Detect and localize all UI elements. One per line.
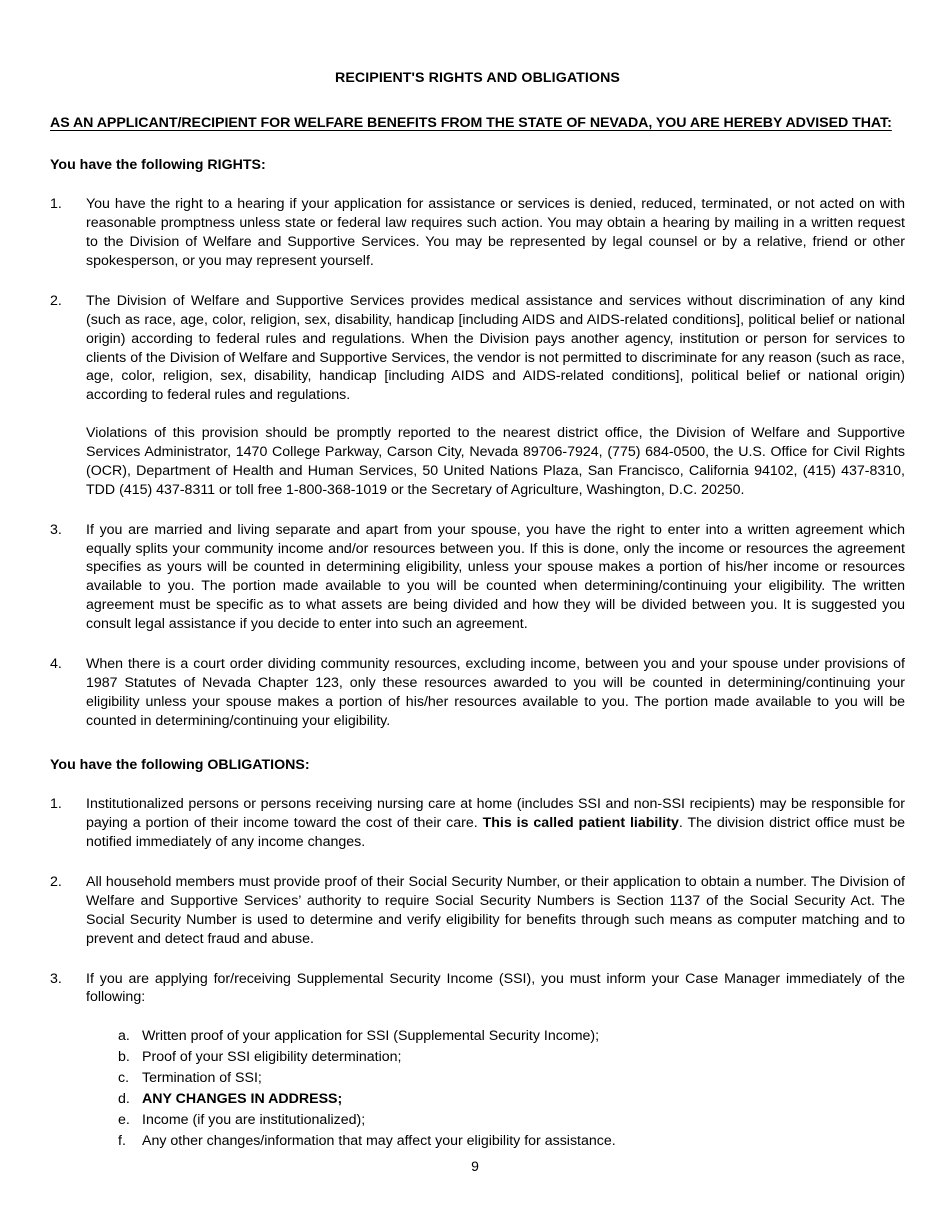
list-item-f xyxy=(118,1131,905,1152)
rights-item-2-marker: 2. xyxy=(50,292,62,309)
rights-item-1-marker: 1. xyxy=(50,196,62,213)
obligations-item-1-text xyxy=(86,795,905,852)
list-item-a-label: Written proof of your application for SSI (Supplemental Security Income); xyxy=(142,1028,600,1045)
list-item-b-label: Proof of your SSI eligibility determination; xyxy=(142,1049,402,1066)
rights-item-3 xyxy=(50,521,905,634)
violations-paragraph: Violations of this provision should be promptly reported to the nearest district office, the Division of Welfare and Supportive Services Administrator, 1470 College Parkway, Carson City, Nevada 89706-7924, (775) 684-0500, the U.S. Office for Civil Rights (OCR), Department of Health and Human Services, 50 United Nations Plaza, San Francisco, California 94102, (415) 437-8310, TDD (415) 437-8311 or toll free 1-800-368-1019 or the Secretary of Agriculture, Washington, D.C. 20250. xyxy=(86,425,905,498)
obligations-item-3-text: If you are applying for/receiving Supplemental Security Income (SSI), you must inform your Case Manager immediately of the following: xyxy=(86,970,905,1006)
list-item-f-marker: f. xyxy=(118,1132,126,1149)
obligations-item-1-part2: . The division district office must be notified immediately of any income changes. xyxy=(86,815,905,851)
obligations-heading: You have the following OBLIGATIONS: xyxy=(50,757,310,774)
rights-item-1-text: You have the right to a hearing if your application for assistance or services is denied, reduced, terminated, or not acted on with reasonable promptness unless state or federal law requires such action. You may obtain a hearing by mailing in a written request to the Division of Welfare and Supportive Services. You may be represented by legal counsel or by a relative, friend or other spokesperson, or you may represent yourself. xyxy=(86,196,905,270)
rights-item-3-text: If you are married and living separate and apart from your spouse, you have the right to enter into a written agreement which equally splits your community income and/or resources between you. If this is done, only the income or resources the agreement specifies as yours will be counted in determining eligibility, unless your spouse makes a portion of his/her income or resources available to you. The portion made available to you will be counted when determining/continuing your eligibility. The written agreement must be specific as to what assets are being divided and how they will be divided between you. It is suggested you consult legal assistance if you decide to enter into such an agreement. xyxy=(86,521,905,633)
list-item-a-marker: a. xyxy=(118,1028,130,1045)
list-item-c xyxy=(118,1068,905,1089)
patient-liability-emphasis: This is called patient liability xyxy=(482,815,679,832)
rights-item-4-marker: 4. xyxy=(50,655,62,672)
obligations-item-1 xyxy=(50,795,905,852)
rights-item-3-marker: 3. xyxy=(50,521,62,538)
list-item-c-marker: c. xyxy=(118,1070,130,1087)
obligations-item-1-part1: Institutionalized persons or persons receiving nursing care at home (includes SSI and non-SSI recipients) may be responsible for paying a portion of their income toward the cost of their care. xyxy=(86,796,905,832)
rights-item-2-text: The Division of Welfare and Supportive Services provides medical assistance and services without discrimination of any kind (such as race, age, color, religion, sex, disability, handicap [including AIDS and AIDS-related conditions], political belief or national origin) according to federal rules and regulations. When the Division pays another agency, institution or person for services to clients of the Division of Welfare and Supportive Services, the vendor is not permitted to discriminate for any reason (such as race, age, color, religion, sex, disability, handicap [including AIDS and AIDS-related conditions], political belief or national origin) according to federal rules and regulations. xyxy=(86,292,905,404)
ssi-notification-list xyxy=(118,1026,905,1151)
list-item-d-label: ANY CHANGES IN ADDRESS; xyxy=(142,1090,343,1107)
rights-item-4-text: When there is a court order dividing community resources, excluding income, between you and your spouse under provisions of 1987 Statutes of Nevada Chapter 123, only these resources awarded to you will be counted in determining/continuing your eligibility unless your spouse makes a portion of his/her resources available to you. The portion made available to you will be counted in determining/continuing your eligibility. xyxy=(86,655,905,729)
obligations-item-2-text: All household members must provide proof of their Social Security Number, or their application to obtain a number. The Division of Welfare and Supportive Services’ authority to require Social Security Numbers is Section 1137 of the Social Security Act. The Social Security Number is used to determine and verify eligibility for benefits through such means as computer matching and to prevent and detect fraud and abuse. xyxy=(86,874,905,947)
list-item-e xyxy=(118,1110,905,1131)
obligations-item-2 xyxy=(50,873,905,949)
document-content xyxy=(50,0,905,1152)
list-item-d xyxy=(118,1089,905,1110)
list-item-d-marker: d. xyxy=(118,1090,130,1107)
rights-item-2 xyxy=(50,292,905,405)
advisory-statement: AS AN APPLICANT/RECIPIENT FOR WELFARE BENEFITS FROM THE STATE OF NEVADA, YOU ARE HEREBY ADVISED THAT: xyxy=(50,115,892,132)
list-item-b-marker: b. xyxy=(118,1049,130,1066)
rights-item-1 xyxy=(50,195,905,271)
page-number: 9 xyxy=(471,1158,479,1174)
rights-item-4 xyxy=(50,655,905,731)
list-item-b xyxy=(118,1047,905,1068)
list-item-c-label: Termination of SSI; xyxy=(142,1070,262,1087)
list-item-e-marker: e. xyxy=(118,1111,130,1128)
list-item-e-label: Income (if you are institutionalized); xyxy=(142,1111,366,1128)
list-item-f-label: Any other changes/information that may affect your eligibility for assistance. xyxy=(142,1132,616,1149)
obligations-item-3 xyxy=(50,970,905,1008)
page-title: RECIPIENT'S RIGHTS AND OBLIGATIONS xyxy=(334,70,620,86)
obligations-item-3-marker: 3. xyxy=(50,970,62,987)
rights-heading: You have the following RIGHTS: xyxy=(50,157,266,174)
obligations-item-1-marker: 1. xyxy=(50,796,62,813)
obligations-item-2-marker: 2. xyxy=(50,874,62,891)
list-item-a xyxy=(118,1026,905,1047)
